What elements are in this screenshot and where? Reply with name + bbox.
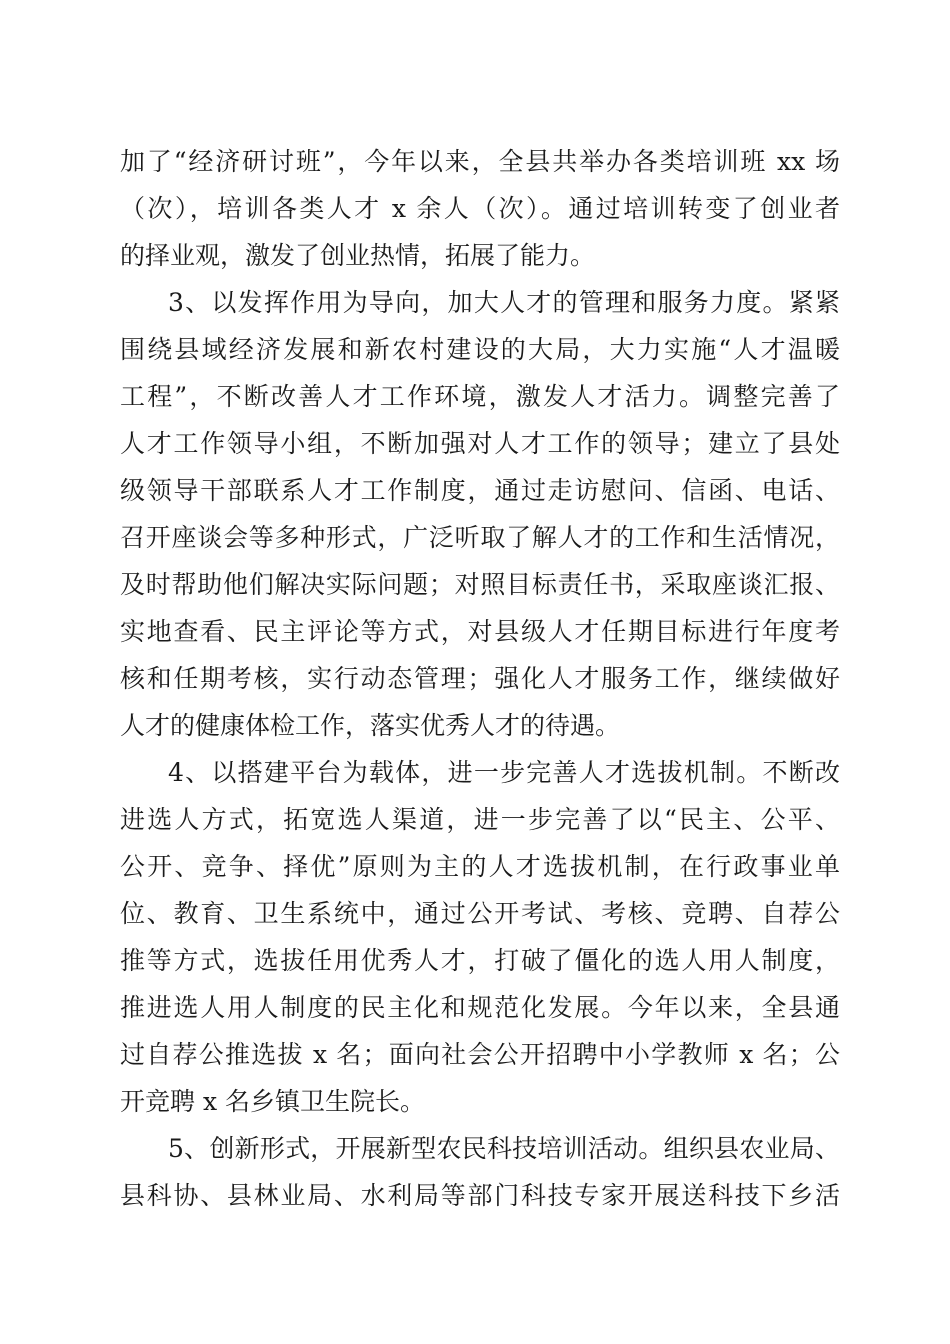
text-line: 人才的健康体检工作，落实优秀人才的待遇。 [120,711,621,740]
text-line: 推进选人用人制度的民主化和规范化发展。今年以来，全县通 [120,993,840,1022]
text-line: 位、教育、卫生系统中，通过公开考试、考核、竞聘、自荐公 [120,899,840,928]
paragraph-5-first-line: 5、创新形式，开展新型农民科技培训活动。组织县农业局、 [168,1134,840,1163]
text-line: 核和任期考核，实行动态管理；强化人才服务工作，继续做好 [120,664,840,693]
text-line: 进选人方式，拓宽选人渠道，进一步完善了以“民主、公平、 [120,805,840,834]
text-line: 开竞聘 x 名乡镇卫生院长。 [120,1087,425,1116]
text-line: 加了“经济研讨班”，今年以来，全县共举办各类培训班 xx 场 [120,147,840,176]
text-line: 过自荐公推选拔 x 名；面向社会公开招聘中小学教师 x 名；公 [120,1040,840,1069]
paragraph-3-first-line: 3、以发挥作用为导向，加大人才的管理和服务力度。紧紧 [168,288,840,317]
text-line: 县科协、县林业局、水利局等部门科技专家开展送科技下乡活 [120,1181,840,1210]
paragraph-4-first-line: 4、以搭建平台为载体，进一步完善人才选拔机制。不断改 [168,758,840,787]
text-line: 围绕县域经济发展和新农村建设的大局，大力实施“人才温暖 [120,335,840,364]
text-line: 推等方式，选拔任用优秀人才，打破了僵化的选人用人制度， [120,946,840,975]
text-line: 实地查看、民主评论等方式，对县级人才任期目标进行年度考 [120,617,840,646]
text-line: 召开座谈会等多种形式，广泛听取了解人才的工作和生活情况， [120,523,840,552]
text-line: 及时帮助他们解决实际问题；对照目标责任书，采取座谈汇报、 [120,570,840,599]
text-line: 级领导干部联系人才工作制度，通过走访慰问、信函、电话、 [120,476,840,505]
text-line: 的择业观，激发了创业热情，拓展了能力。 [120,241,596,270]
text-line: 人才工作领导小组，不断加强对人才工作的领导；建立了县处 [120,429,840,458]
text-line: 工程”，不断改善人才工作环境，激发人才活力。调整完善了 [120,382,840,411]
text-line: （次），培训各类人才 x 余人（次）。通过培训转变了创业者 [120,194,840,223]
text-line: 公开、竞争、择优”原则为主的人才选拔机制，在行政事业单 [120,852,840,881]
